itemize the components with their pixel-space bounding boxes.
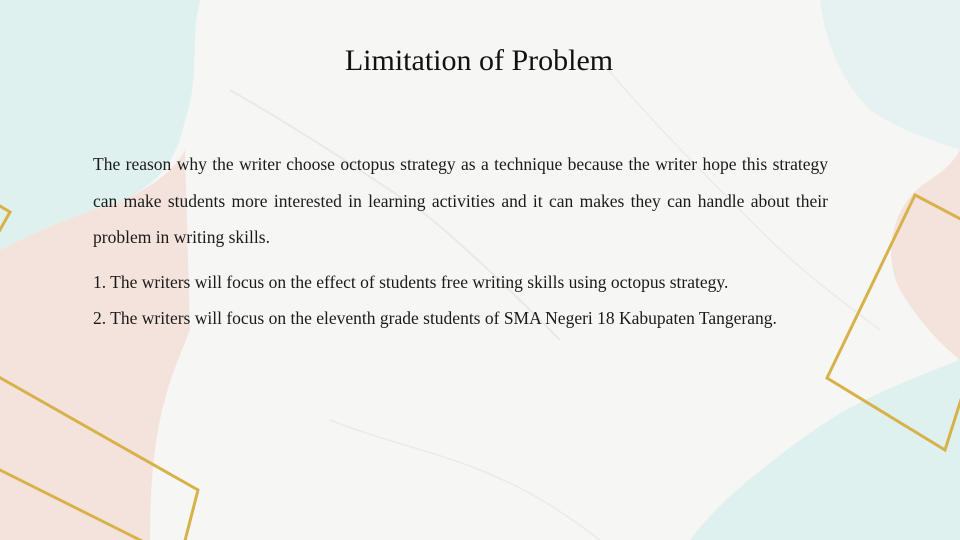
point-1: 1. The writers will focus on the effect of students free writing skills using octopus strategy. [93, 271, 729, 292]
intro-paragraph: The reason why the writer choose octopus strategy as a technique because the writer hope this strategy can make students more interested in learning activities and it can makes they can handle about their problem in writing skills. [93, 154, 828, 247]
point-2: 2. The writers will focus on the eleventh grade students of SMA Negeri 18 Kabupaten Tangerang. [93, 308, 777, 328]
marble-vein [330, 420, 600, 540]
slide-body [93, 146, 828, 337]
paragraph-gap [93, 256, 828, 264]
mint-shape-bottom-right [690, 360, 960, 540]
blush-shape-right [891, 150, 960, 360]
slide-title: Limitation of Problem [344, 44, 614, 77]
